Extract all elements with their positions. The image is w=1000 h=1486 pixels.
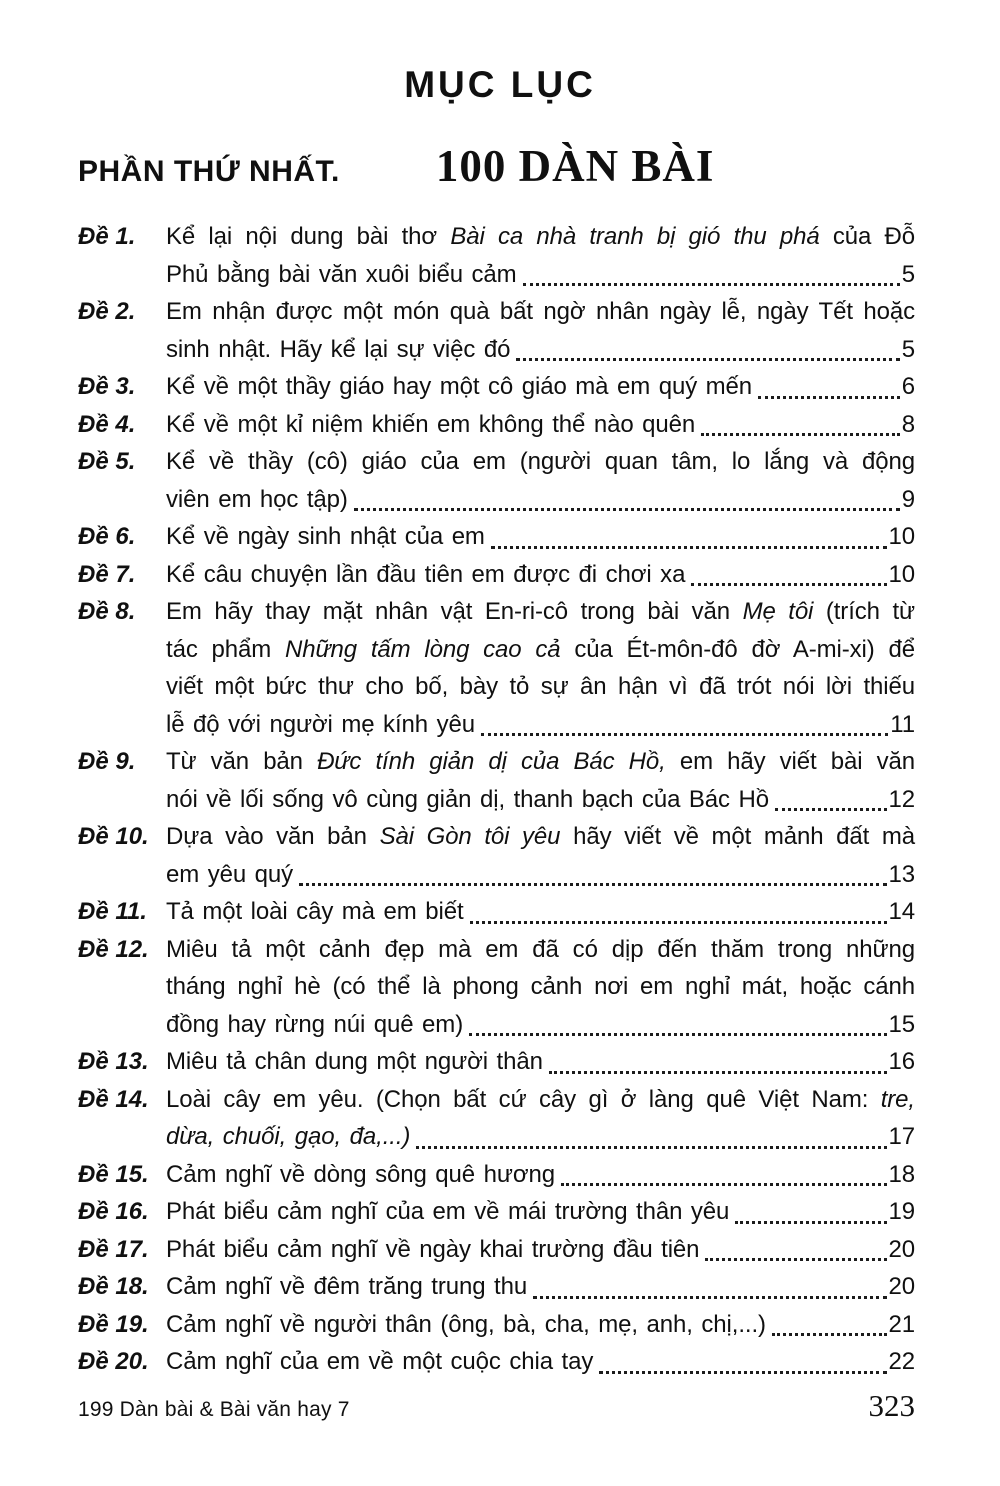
- toc-entry-text: [166, 856, 293, 894]
- toc-entry: [78, 931, 915, 1044]
- text-segment: đồng hay rừng núi quê em): [166, 1010, 464, 1038]
- toc-entry-text: [166, 1231, 699, 1269]
- toc-entry-text: [166, 1193, 729, 1231]
- toc-entry: [78, 593, 915, 743]
- toc-entry-text: [166, 1268, 527, 1306]
- italic-text-segment: tre,: [880, 1085, 915, 1113]
- toc-entry: [78, 1306, 915, 1344]
- italic-text-segment: Những tấm lòng cao cả: [284, 635, 561, 663]
- toc-entry-text: [166, 556, 685, 594]
- toc-entry-body: [166, 406, 915, 444]
- toc-entry-page-number: 12: [888, 785, 915, 813]
- toc-entry-line: [166, 968, 915, 1006]
- text-segment: hãy viết về một mảnh đất mà: [560, 823, 915, 850]
- text-segment: lễ độ với người mẹ kính yêu: [166, 710, 475, 738]
- toc-entry-page-number: 16: [888, 1048, 915, 1075]
- toc-entry: [78, 556, 915, 594]
- toc-entry-text: [166, 406, 695, 444]
- toc-entry: [78, 1043, 915, 1081]
- toc-entry-body: [166, 1193, 915, 1231]
- toc-entry: [78, 368, 915, 406]
- page-title: MỤC LỤC: [404, 64, 596, 105]
- toc-entry-line: [166, 856, 915, 894]
- toc-entry-body: [166, 1043, 915, 1081]
- toc-entry-line: [166, 893, 915, 931]
- toc-entry-line: [166, 331, 915, 369]
- italic-text-segment: Đức tính giản dị của Bác Hồ,: [317, 748, 666, 775]
- text-segment: Phát biểu cảm nghĩ về ngày khai trường đầu tiên: [166, 1235, 700, 1263]
- toc-entry-label: Đề 17.: [78, 1235, 149, 1263]
- toc-entry-text: [166, 368, 752, 406]
- dot-leader: [416, 1146, 886, 1149]
- toc-entry-body: [166, 818, 915, 893]
- toc-entry-label: Đề 12.: [78, 935, 149, 963]
- text-segment: Dựa vào văn bản: [166, 823, 380, 850]
- text-segment: em hãy viết bài văn: [665, 748, 915, 775]
- toc-entry-line: [166, 1156, 915, 1194]
- dot-leader: [299, 883, 886, 886]
- toc-entry-body: [166, 556, 915, 594]
- toc-entry: [78, 406, 915, 444]
- toc-entry-line: [166, 743, 915, 781]
- toc-entry: [78, 1156, 915, 1194]
- toc-entry-text: [166, 481, 348, 519]
- toc-entry-text: [166, 518, 485, 556]
- toc-entry-line: [166, 1081, 915, 1119]
- toc-entry-label: Đề 15.: [78, 1160, 149, 1188]
- text-segment: Cảm nghĩ của em về một cuộc chia tay: [166, 1348, 594, 1375]
- toc-entry-line: [166, 781, 915, 819]
- toc-entry-page-number: 15: [888, 1010, 915, 1038]
- text-segment: Kể về thầy (cô) giáo của em (người quan tâm, lo lắng và động: [166, 448, 915, 475]
- dot-leader: [599, 1371, 886, 1374]
- toc-entry: [78, 1268, 915, 1306]
- page-footer: [78, 1388, 915, 1424]
- dot-leader: [491, 546, 887, 549]
- text-segment: Em hãy thay mặt nhân vật En-ri-cô trong bài văn: [166, 598, 743, 625]
- toc-entry-text: [166, 1343, 593, 1381]
- italic-text-segment: dừa, chuối, gạo, đa,...): [166, 1123, 411, 1150]
- toc-entry-line: [166, 368, 915, 406]
- toc-entry-body: [166, 743, 915, 818]
- toc-entry-page-number: 20: [888, 1235, 915, 1263]
- text-segment: của Đỗ: [819, 223, 915, 250]
- toc-entry-body: [166, 443, 915, 518]
- text-segment: Phát biểu cảm nghĩ của em về mái trường thân yêu: [166, 1198, 730, 1225]
- toc-entry-label: Đề 19.: [78, 1310, 149, 1338]
- toc-entry-line: [166, 631, 915, 669]
- toc-entry-page-number: 6: [901, 373, 915, 400]
- dot-leader: [561, 1183, 887, 1186]
- text-segment: em yêu quý: [166, 860, 294, 888]
- dot-leader: [758, 396, 900, 399]
- toc-entry-line: [166, 1006, 915, 1044]
- toc-entry-page-number: 8: [901, 410, 915, 438]
- dot-leader: [516, 358, 899, 361]
- toc-entry-body: [166, 931, 915, 1044]
- toc-entry-line: [166, 1118, 915, 1156]
- toc-entry-page-number: 18: [888, 1160, 915, 1188]
- toc-entry-body: [166, 1081, 915, 1156]
- toc-entry-label: Đề 18.: [78, 1273, 149, 1300]
- toc-entry-label: Đề 20.: [78, 1348, 149, 1375]
- toc-entry-body: [166, 593, 915, 743]
- dot-leader: [701, 433, 900, 436]
- dot-leader: [549, 1071, 887, 1074]
- toc-entry-page-number: 10: [888, 523, 915, 550]
- text-segment: Em nhận được một món quà bất ngờ nhân ngày lễ, ngày Tết hoặc: [166, 298, 915, 325]
- text-segment: Kể về một kỉ niệm khiến em không thể nào quên: [166, 410, 696, 438]
- text-segment: Kể về ngày sinh nhật của em: [166, 523, 485, 550]
- toc-entry-line: [166, 1193, 915, 1231]
- dot-leader: [481, 733, 888, 736]
- dot-leader: [775, 808, 887, 811]
- toc-entry-text: [166, 1156, 555, 1194]
- toc-entry-body: [166, 1343, 915, 1381]
- toc-entry-label: Đề 7.: [78, 560, 136, 588]
- toc-entry-label: Đề 2.: [78, 298, 136, 325]
- toc-entry-page-number: 13: [888, 860, 915, 888]
- toc-entry-page-number: 9: [901, 485, 915, 513]
- toc-entry-text: [166, 1306, 766, 1344]
- toc-entry-page-number: 22: [888, 1348, 915, 1375]
- toc-entry-body: [166, 1156, 915, 1194]
- dot-leader: [772, 1333, 887, 1336]
- toc-list: [78, 218, 915, 1381]
- text-segment: (trích từ: [813, 598, 915, 625]
- toc-entry-line: [166, 443, 915, 481]
- toc-entry: [78, 1343, 915, 1381]
- dot-leader: [469, 1033, 886, 1036]
- toc-entry-line: [166, 706, 915, 744]
- toc-entry-line: [166, 1268, 915, 1306]
- toc-entry-page-number: 5: [901, 335, 915, 363]
- toc-entry: [78, 818, 915, 893]
- italic-text-segment: Bài ca nhà tranh bị gió thu phá: [450, 223, 820, 250]
- toc-entry-body: [166, 1268, 915, 1306]
- text-segment: Phủ bằng bài văn xuôi biểu cảm: [166, 260, 517, 288]
- text-segment: Loài cây em yêu. (Chọn bất cứ cây gì ở làng quê Việt Nam:: [166, 1085, 881, 1113]
- toc-entry-line: [166, 218, 915, 256]
- toc-entry-page-number: 20: [888, 1273, 915, 1300]
- toc-entry-line: [166, 256, 915, 294]
- toc-entry-body: [166, 293, 915, 368]
- toc-entry-label: Đề 16.: [78, 1198, 149, 1225]
- toc-entry-body: [166, 893, 915, 931]
- toc-entry: [78, 218, 915, 293]
- text-segment: Cảm nghĩ về người thân (ông, bà, cha, mẹ, anh, chị,...): [166, 1310, 766, 1338]
- toc-entry-line: [166, 668, 915, 706]
- toc-entry-line: [166, 1043, 915, 1081]
- toc-entry: [78, 518, 915, 556]
- toc-entry-label: Đề 3.: [78, 373, 136, 400]
- toc-entry-label: Đề 1.: [78, 223, 136, 250]
- toc-entry-line: [166, 1306, 915, 1344]
- toc-entry: [78, 743, 915, 818]
- toc-entry-line: [166, 818, 915, 856]
- toc-entry-line: [166, 931, 915, 969]
- text-segment: Kể lại nội dung bài thơ: [166, 223, 451, 250]
- toc-entry-page-number: 19: [888, 1198, 915, 1225]
- text-segment: Tả một loài cây mà em biết: [166, 898, 464, 925]
- toc-entry-body: [166, 368, 915, 406]
- toc-entry: [78, 1231, 915, 1269]
- toc-entry-page-number: 21: [888, 1310, 915, 1338]
- toc-entry: [78, 443, 915, 518]
- toc-entry: [78, 1081, 915, 1156]
- text-segment: Miêu tả chân dung một người thân: [166, 1048, 543, 1075]
- text-segment: viết một bức thư cho bố, bày tỏ sự ân hận vì đã trót nói lời thiếu: [166, 673, 915, 700]
- text-segment: nói về lối sống vô cùng giản dị, thanh bạch của Bác Hồ: [166, 785, 769, 813]
- text-segment: tác phẩm: [166, 635, 285, 663]
- text-segment: Cảm nghĩ về đêm trăng trung thu: [166, 1273, 528, 1300]
- toc-entry-label: Đề 4.: [78, 410, 136, 438]
- dot-leader: [735, 1221, 886, 1224]
- toc-entry-line: [166, 406, 915, 444]
- text-segment: viên em học tập): [166, 485, 348, 513]
- text-segment: Miêu tả một cảnh đẹp mà em đã có dịp đến thăm trong những: [166, 935, 915, 963]
- toc-entry-label: Đề 6.: [78, 523, 136, 550]
- text-segment: Cảm nghĩ về dòng sông quê hương: [166, 1160, 555, 1188]
- footer-book-title: 199 Dàn bài & Bài văn hay 7: [78, 1398, 350, 1421]
- section-title: 100 DÀN BÀI: [435, 141, 715, 191]
- toc-entry-line: [166, 293, 915, 331]
- toc-entry-line: [166, 481, 915, 519]
- toc-entry-line: [166, 518, 915, 556]
- toc-entry-text: [166, 331, 510, 369]
- text-segment: của Ét-môn-đô đờ A-mi-xi) để: [560, 635, 915, 663]
- toc-entry-text: [166, 781, 769, 819]
- toc-entry-page-number: 10: [888, 560, 915, 588]
- text-segment: Kể về một thầy giáo hay một cô giáo mà em quý mến: [166, 373, 753, 400]
- dot-leader: [705, 1258, 886, 1261]
- toc-entry-text: [166, 1043, 543, 1081]
- text-segment: Từ văn bản: [166, 748, 318, 775]
- dot-leader: [691, 583, 886, 586]
- toc-entry-line: [166, 1231, 915, 1269]
- toc-entry-line: [166, 1343, 915, 1381]
- toc-entry-text: [166, 706, 475, 744]
- italic-text-segment: Sài Gòn tôi yêu: [379, 823, 561, 850]
- dot-leader: [523, 283, 900, 286]
- toc-entry-text: [166, 893, 464, 931]
- toc-entry: [78, 293, 915, 368]
- dot-leader: [533, 1296, 886, 1299]
- toc-entry-label: Đề 8.: [78, 598, 136, 625]
- dot-leader: [470, 921, 887, 924]
- toc-entry-page-number: 11: [890, 710, 915, 738]
- toc-entry: [78, 1193, 915, 1231]
- footer-page-number: 323: [868, 1388, 915, 1423]
- toc-entry-line: [166, 593, 915, 631]
- toc-entry-line: [166, 556, 915, 594]
- toc-entry-label: Đề 10.: [78, 823, 149, 850]
- dot-leader: [354, 508, 900, 511]
- toc-entry-label: Đề 11.: [78, 898, 147, 925]
- text-segment: tháng nghỉ hè (có thể là phong cảnh nơi em nghỉ mát, hoặc cánh: [166, 973, 915, 1000]
- toc-entry-label: Đề 13.: [78, 1048, 149, 1075]
- toc-entry-body: [166, 518, 915, 556]
- text-segment: Kể câu chuyện lần đầu tiên em được đi chơi xa: [166, 560, 686, 588]
- toc-entry-body: [166, 1231, 915, 1269]
- section-heading-row: [78, 140, 915, 192]
- toc-entry-label: Đề 9.: [78, 748, 136, 775]
- toc-entry-page-number: 5: [901, 260, 915, 288]
- text-segment: sinh nhật. Hãy kể lại sự việc đó: [166, 335, 511, 363]
- toc-entry-text: [166, 1006, 463, 1044]
- toc-entry-label: Đề 14.: [78, 1085, 149, 1113]
- toc-entry-body: [166, 218, 915, 293]
- italic-text-segment: Mẹ tôi: [742, 598, 814, 625]
- toc-entry-page-number: 17: [888, 1123, 915, 1150]
- toc-entry-body: [166, 1306, 915, 1344]
- toc-entry-label: Đề 5.: [78, 448, 136, 475]
- section-label: PHẦN THỨ NHẤT.: [78, 155, 340, 188]
- toc-entry-text: [166, 256, 517, 294]
- toc-entry: [78, 893, 915, 931]
- toc-entry-text: [166, 1118, 410, 1156]
- toc-entry-page-number: 14: [888, 898, 915, 925]
